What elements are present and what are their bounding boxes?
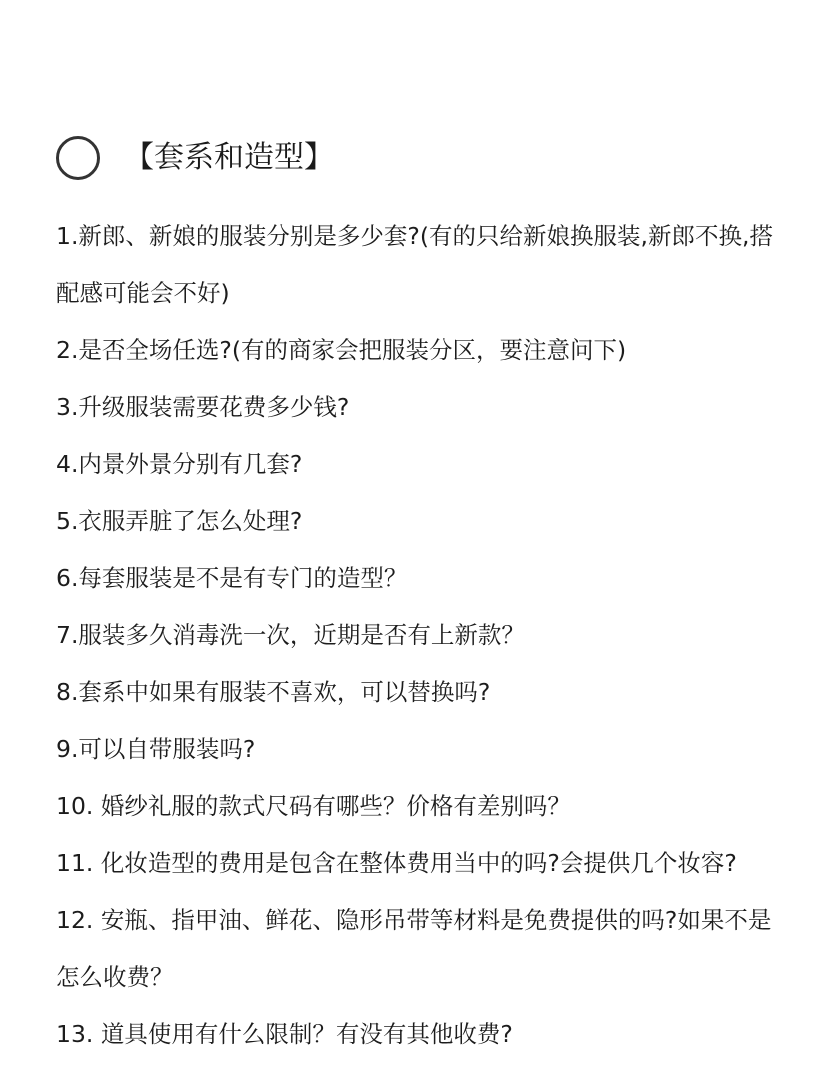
list-item: 1.新郎、新娘的服装分别是多少套?(有的只给新娘换服装,新郎不换,搭配感可能会不好) [56,222,774,307]
list-item: 12. 安瓶、指甲油、鲜花、隐形吊带等材料是免费提供的吗?如果不是怎么收费？ [56,906,772,991]
question-list [56,208,786,1063]
list-item: 11. 化妆造型的费用是包含在整体费用当中的吗?会提供几个妆容? [56,849,737,877]
list-item: 5.衣服弄脏了怎么处理? [56,507,303,535]
list-item: 3.升级服装需要花费多少钱? [56,393,350,421]
list-item: 9.可以自带服装吗? [56,735,256,763]
list-item: 2.是否全场任选?(有的商家会把服装分区，要注意问下) [56,336,627,364]
list-item: 7.服装多久消毒洗一次，近期是否有上新款？ [56,621,525,649]
list-item: 8.套系中如果有服装不喜欢，可以替换吗? [56,678,491,706]
list-item: 10. 婚纱礼服的款式尺码有哪些？价格有差别吗？ [56,792,571,820]
list-item: 13. 道具使用有什么限制？有没有其他收费? [56,1020,513,1048]
section-title: 【套系和造型】 [124,140,334,175]
list-item: 6.每套服装是不是有专门的造型？ [56,564,408,592]
circle-icon [56,136,100,180]
section-header [56,136,334,180]
list-item: 4.内景外景分别有几套? [56,450,303,478]
